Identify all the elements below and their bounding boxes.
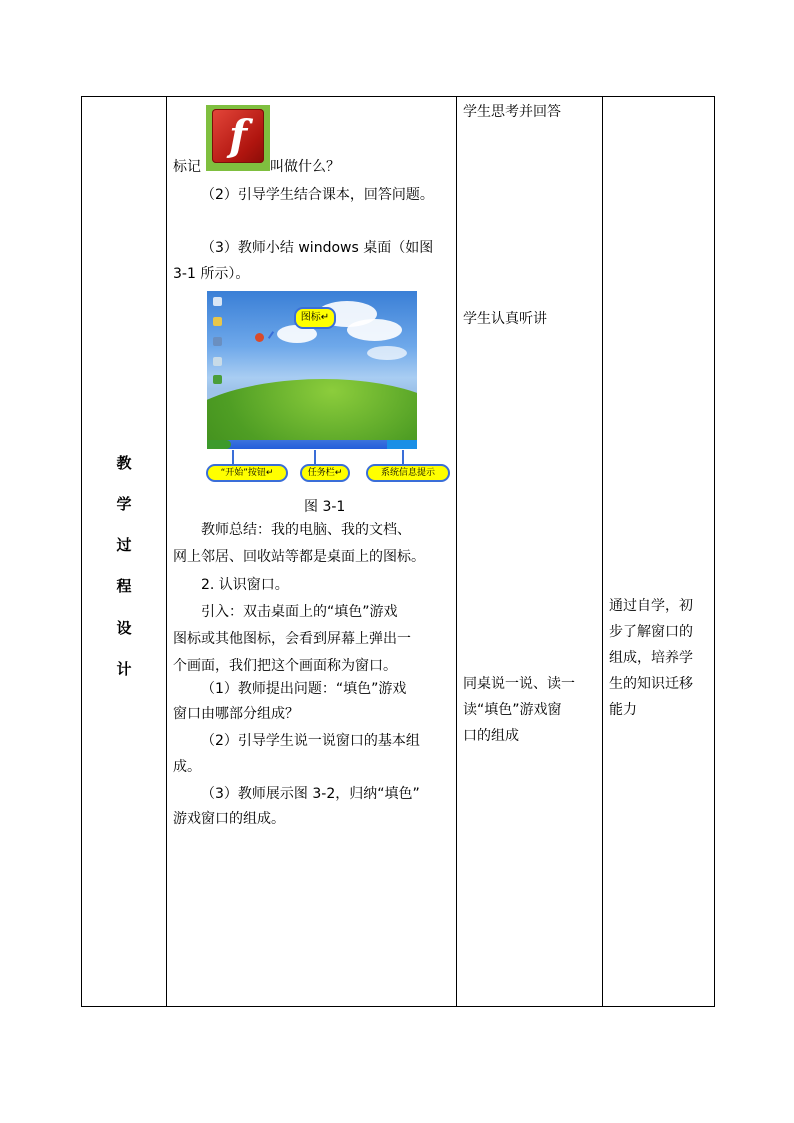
point-2: 2. 认识窗口。 (201, 577, 289, 593)
intro-line3: 个画面，我们把这个画面称为窗口。 (173, 658, 397, 674)
activity-3-line1: 同桌说一说、读一 (463, 676, 575, 692)
intent-line5: 能力 (609, 702, 637, 718)
label-char: 学 (116, 495, 132, 513)
q3-line1: （3）教师展示图 3-2，归纳“填色” (201, 786, 420, 802)
callout-start-button: “开始”按钮↵ (206, 464, 288, 482)
label-char: 程 (116, 577, 132, 595)
figure-caption: 图 3-1 (304, 499, 346, 515)
q1-line2: 窗口由哪部分组成？ (173, 706, 299, 722)
intent-line3: 组成，培养学 (609, 650, 693, 666)
label-char: 教 (116, 454, 132, 472)
label-char: 设 (116, 619, 132, 637)
summary-line1: 教师总结：我的电脑、我的文档、 (201, 522, 411, 538)
question-3-line1: （3）教师小结 windows 桌面（如图 (201, 240, 434, 256)
column-divider (456, 97, 457, 1006)
start-button (207, 440, 231, 449)
q2-line2: 成。 (173, 759, 201, 775)
callout-icons: 图标↵ (294, 307, 336, 329)
intro-line1: 引入：双击桌面上的“填色”游戏 (201, 604, 398, 620)
intro-line2: 图标或其他图标，会看到屏幕上弹出一 (173, 631, 411, 647)
intent-line2: 步了解窗口的 (609, 624, 693, 640)
question-2: （2）引导学生结合课本，回答问题。 (201, 187, 434, 203)
lesson-table (81, 96, 715, 1007)
q2-line1: （2）引导学生说一说窗口的基本组 (201, 733, 420, 749)
intent-line4: 生的知识迁移 (609, 676, 693, 692)
activity-2: 学生认真听讲 (463, 311, 547, 327)
line1-suffix: 叫做什么？ (270, 159, 340, 175)
line1-prefix: 标记 (173, 159, 201, 175)
column-divider (602, 97, 603, 1006)
summary-line2: 网上邻居、回收站等都是桌面上的图标。 (173, 549, 425, 565)
q1-line1: （1）教师提出问题：“填色”游戏 (201, 681, 407, 697)
label-char: 过 (116, 536, 132, 554)
callout-system-tray: 系统信息提示 (366, 464, 450, 482)
column-divider (166, 97, 167, 1006)
q3-line2: 游戏窗口的组成。 (173, 811, 285, 827)
section-label (82, 97, 166, 1006)
flash-player-icon: f (206, 105, 270, 171)
activity-3-line2: 读“填色”游戏窗 (463, 702, 562, 718)
activity-1: 学生思考并回答 (463, 104, 561, 120)
callout-taskbar: 任务栏↵ (300, 464, 350, 482)
intent-line1: 通过自学，初 (609, 598, 693, 614)
activity-3-line3: 口的组成 (463, 728, 519, 744)
system-tray (387, 440, 417, 449)
taskbar (207, 440, 417, 449)
question-3-line2: 3-1 所示）。 (173, 266, 250, 282)
label-char: 计 (116, 660, 132, 678)
